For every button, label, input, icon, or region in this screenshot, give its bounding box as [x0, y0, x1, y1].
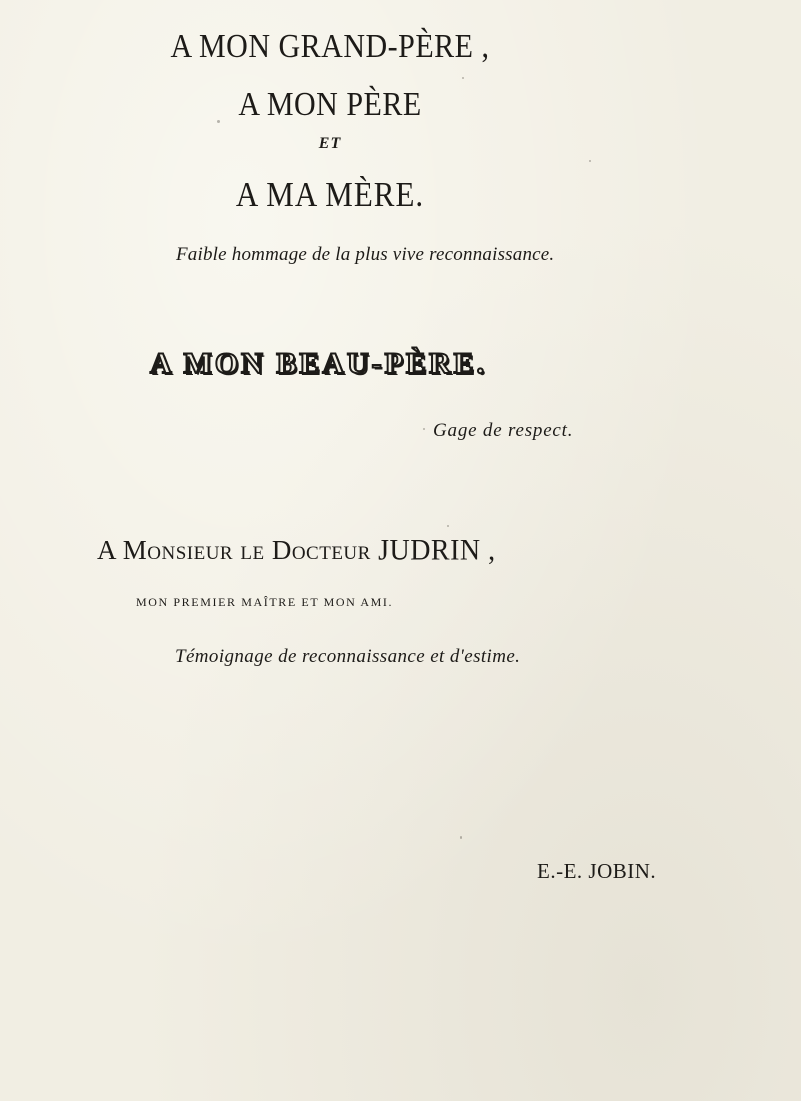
stepfather-heading-text: A MON BEAU-PÈRE.	[150, 347, 488, 380]
dedication-mother: A MA MÈRE.	[235, 174, 425, 214]
stepfather-tribute: Gage de respect.	[433, 420, 574, 441]
paper-speck	[589, 160, 591, 162]
author-signature: E.-E. JOBIN.	[537, 859, 657, 883]
doctor-subtitle: MON PREMIER MAÎTRE ET MON AMI.	[136, 595, 394, 609]
paper-speck	[460, 836, 462, 839]
paper-speck	[217, 120, 220, 123]
parents-tribute: Faible hommage de la plus vive reconnaissance.	[176, 244, 555, 265]
paper-speck	[447, 525, 449, 527]
dedication-doctor	[97, 534, 496, 567]
paper-speck	[462, 77, 464, 79]
doctor-name: JUDRIN ,	[378, 534, 496, 567]
doctor-title: Monsieur le Docteur	[122, 535, 371, 565]
dedication-grandfather: A MON GRAND-PÈRE ,	[170, 27, 490, 65]
doctor-prefix: A	[97, 535, 116, 565]
paper-speck	[423, 428, 425, 430]
dedication-stepfather	[150, 349, 487, 379]
doctor-tribute: Témoignage de reconnaissance et d'estime.	[175, 646, 521, 667]
dedication-conjunction: ET	[318, 135, 342, 152]
dedication-father: A MON PÈRE	[238, 85, 422, 123]
